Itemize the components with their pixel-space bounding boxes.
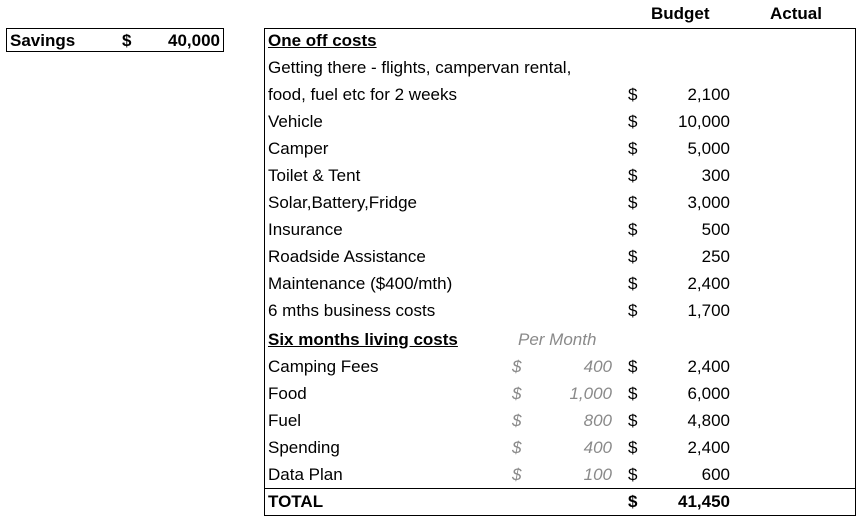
per-month-currency: $ [512, 438, 522, 457]
per-month-currency: $ [512, 357, 522, 376]
line-item-amount: 250 [701, 247, 730, 266]
line-item-amount: 3,000 [687, 193, 730, 212]
line-item-amount: 500 [701, 220, 730, 239]
line-item-amount: 300 [701, 166, 730, 185]
one-off-heading: One off costs [268, 31, 377, 50]
total-label: TOTAL [268, 492, 324, 511]
living-item-currency: $ [628, 465, 638, 484]
total-divider [264, 488, 856, 489]
savings-currency: $ [122, 31, 132, 50]
total-currency: $ [628, 492, 638, 511]
per-month-currency: $ [512, 465, 522, 484]
line-item-label: Toilet & Tent [268, 166, 361, 185]
living-item-amount: 6,000 [687, 384, 730, 403]
per-month-amount: 800 [583, 411, 612, 430]
line-item-currency: $ [628, 247, 638, 266]
living-item-label: Fuel [268, 411, 302, 430]
living-item-label: Camping Fees [268, 357, 379, 376]
per-month-amount: 400 [583, 438, 612, 457]
line-item-currency: $ [628, 193, 638, 212]
living-item-currency: $ [628, 411, 638, 430]
line-item-label: Insurance [268, 220, 343, 239]
line-item-currency: $ [628, 274, 638, 293]
line-item-amount: 5,000 [687, 139, 730, 158]
line-item-label: Maintenance ($400/mth) [268, 274, 453, 293]
per-month-currency: $ [512, 411, 522, 430]
living-item-amount: 4,800 [687, 411, 730, 430]
line-item-label: Camper [268, 139, 329, 158]
line-item-amount: 1,700 [687, 301, 730, 320]
living-item-currency: $ [628, 438, 638, 457]
line-item-currency: $ [628, 301, 638, 320]
living-item-currency: $ [628, 357, 638, 376]
line-item-amount: 2,100 [687, 85, 730, 104]
living-item-label: Food [268, 384, 307, 403]
line-item-label: Vehicle [268, 112, 323, 131]
line-item-currency: $ [628, 85, 638, 104]
line-item-label: Solar,Battery,Fridge [268, 193, 417, 212]
line-item-currency: $ [628, 112, 638, 131]
savings-label: Savings [10, 31, 76, 50]
living-item-amount: 600 [701, 465, 730, 484]
line-item-currency: $ [628, 166, 638, 185]
living-item-amount: 2,400 [687, 357, 730, 376]
line-item-label: Getting there - flights, campervan rental, [268, 58, 572, 77]
per-month-amount: 1,000 [569, 384, 612, 403]
line-item-label: Roadside Assistance [268, 247, 426, 266]
actual-header: Actual [770, 4, 822, 23]
savings-amount: 40,000 [168, 31, 220, 50]
per-month-amount: 400 [583, 357, 612, 376]
living-heading: Six months living costs [268, 330, 458, 349]
line-item-currency: $ [628, 220, 638, 239]
line-item-label: food, fuel etc for 2 weeks [268, 85, 457, 104]
per-month-amount: 100 [583, 465, 612, 484]
line-item-amount: 2,400 [687, 274, 730, 293]
per-month-currency: $ [512, 384, 522, 403]
total-amount: 41,450 [678, 492, 730, 511]
living-item-label: Data Plan [268, 465, 343, 484]
living-item-label: Spending [268, 438, 340, 457]
line-item-currency: $ [628, 139, 638, 158]
per-month-header: Per Month [518, 330, 597, 349]
line-item-amount: 10,000 [678, 112, 730, 131]
living-item-amount: 2,400 [687, 438, 730, 457]
budget-header: Budget [651, 4, 710, 23]
living-item-currency: $ [628, 384, 638, 403]
line-item-label: 6 mths business costs [268, 301, 436, 320]
